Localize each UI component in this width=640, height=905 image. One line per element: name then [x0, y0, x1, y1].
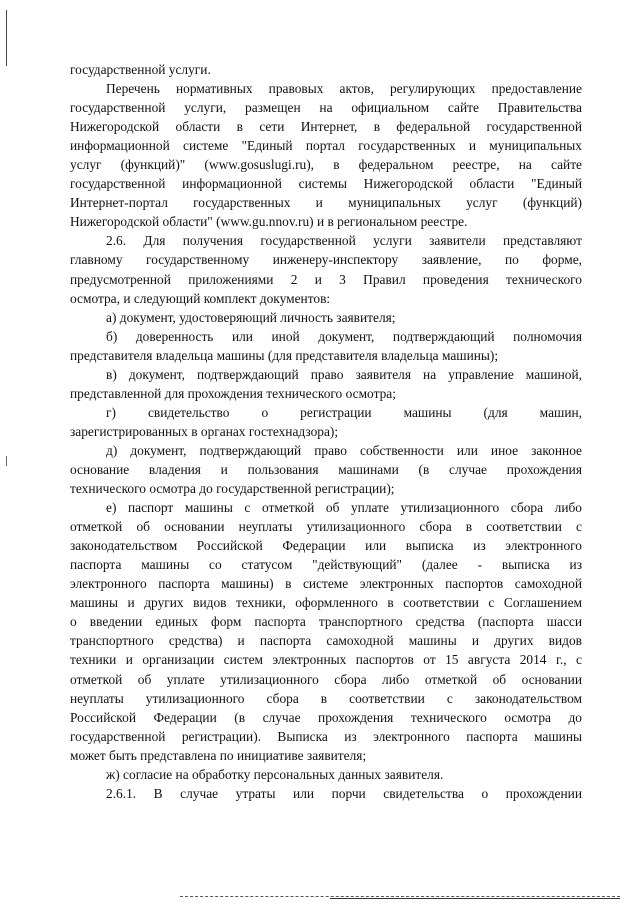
margin-tick-mark [6, 456, 7, 466]
text-line: паспорта машины со статусом "действующий" (далее - выписка из [70, 557, 582, 573]
margin-binding-mark [6, 10, 7, 66]
text-line: машины и других видов техники, оформленного в соответствии с Соглашением [70, 595, 582, 611]
bottom-dashed-rule [180, 896, 620, 897]
text-line: законодательством Российской Федерации или выписка из электронного [70, 538, 582, 554]
text-line: неуплаты утилизационного сбора в соответствии с законодательством [70, 690, 582, 706]
document-page [70, 60, 582, 803]
text-line: может быть представлена по инициативе заявителя; [70, 747, 367, 763]
text-line: д) документ, подтверждающий право собственности или иное законное [106, 442, 582, 458]
text-line: Нижегородской области в сети Интернет, в федеральной государственной [70, 119, 582, 135]
text-line: 2.6. Для получения государственной услуги заявители представляют [106, 233, 582, 249]
text-line: а) документ, удостоверяющий личность заявителя; [106, 309, 396, 325]
text-line: осмотра, и следующий комплект документов: [70, 290, 331, 306]
text-line: транспортного средства) и паспорта самоходной машины и других видов [70, 633, 582, 649]
text-line: отметкой об основании неуплаты утилизационного сбора в соответствии с [70, 519, 582, 535]
text-line: представителя владельца машины (для представителя владельца машины); [70, 347, 499, 363]
text-line: представленной для прохождения технического осмотра; [70, 385, 396, 401]
text-line: ж) согласие на обработку персональных данных заявителя. [106, 766, 444, 782]
text-line: Нижегородской области" (www.gu.nnov.ru) и в региональном реестре. [70, 214, 468, 230]
text-line: основание владения и пользования машинами (в случае прохождения [70, 461, 582, 477]
text-line: электронного паспорта машины) в системе электронных паспортов самоходной [70, 576, 582, 592]
text-line: государственной информационной системы Нижегородской области "Единый [70, 176, 582, 192]
text-line: предусмотренной приложениями 2 и 3 Правил проведения технического [70, 271, 582, 287]
text-line: Интернет-портал государственных и муниципальных услуг (функций) [70, 195, 582, 211]
text-line: услуг (функций)" (www.gosuslugi.ru), в федеральном реестре, на сайте [70, 157, 582, 173]
text-line: Перечень нормативных правовых актов, регулирующих предоставление [106, 81, 582, 97]
text-line: 2.6.1. В случае утраты или порчи свидетельства о прохождении [106, 785, 582, 801]
text-line: о введении единых форм паспорта транспортного средства (паспорта шасси [70, 614, 582, 630]
text-line: зарегистрированных в органах гостехнадзора); [70, 423, 339, 439]
text-line: Российской Федерации (в случае прохождения технического осмотра до [70, 709, 582, 725]
text-line: технического осмотра до государственной регистрации); [70, 481, 395, 497]
text-line: в) документ, подтверждающий право заявителя на управление машиной, [106, 366, 582, 382]
text-line: государственной услуги, размещен на официальном сайте Правительства [70, 100, 582, 116]
bottom-solid-rule [330, 898, 620, 899]
text-line: е) паспорт машины с отметкой об уплате утилизационного сбора либо [106, 500, 582, 516]
text-line: б) доверенность или иной документ, подтверждающий полномочия [106, 328, 582, 344]
text-line: главному государственному инженеру-инспектору заявление, по форме, [70, 252, 582, 268]
text-line: техники и организации систем электронных паспортов от 15 августа 2014 г., с [70, 652, 582, 668]
text-line: отметкой об уплате утилизационного сбора либо отметкой об основании [70, 671, 582, 687]
text-line: государственной услуги. [70, 62, 211, 77]
text-line: информационной системе "Единый портал государственных и муниципальных [70, 138, 582, 154]
text-line: г) свидетельство о регистрации машины (для машин, [106, 404, 582, 420]
text-line: государственной регистрации). Выписка из электронного паспорта машины [70, 728, 582, 744]
